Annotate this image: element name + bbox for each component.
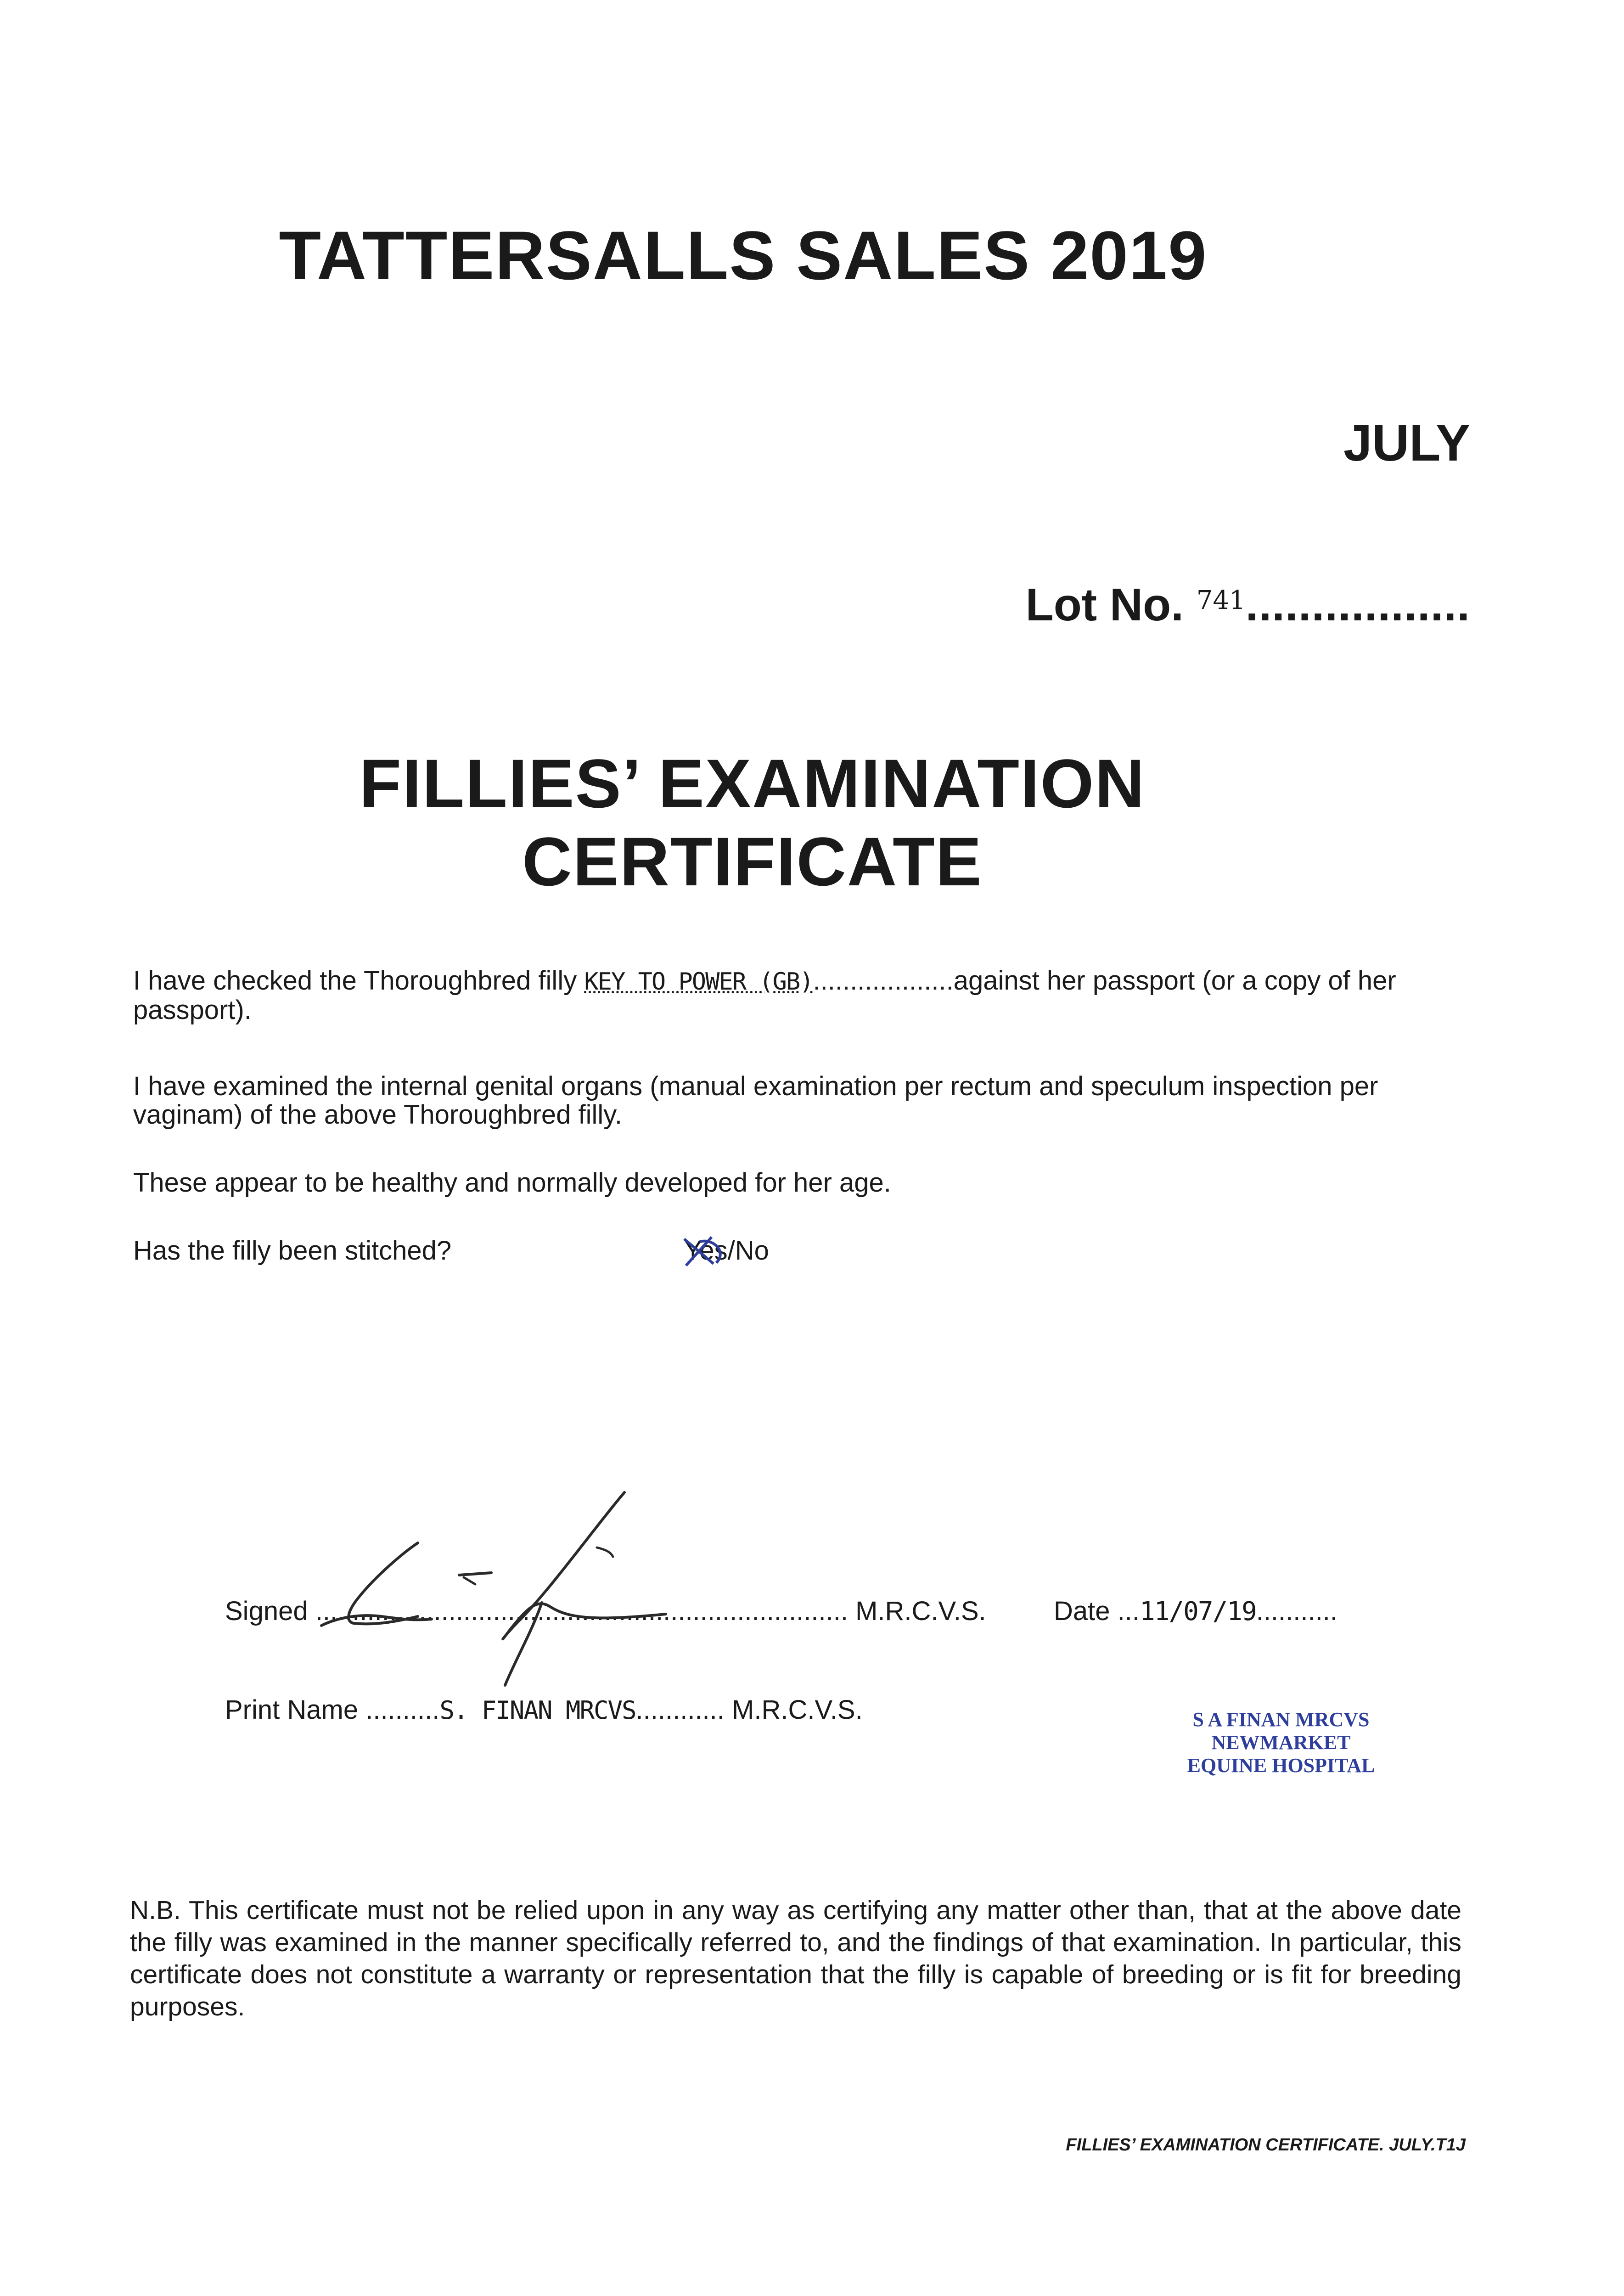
p1-dots: ................... <box>813 966 954 996</box>
p1-prefix: I have checked the Thoroughbred filly <box>133 966 577 996</box>
sale-month: JULY <box>1343 414 1470 472</box>
print-name-value: S. FINAN MRCVS <box>439 1696 636 1725</box>
stamp-line3: EQUINE HOSPITAL <box>1187 1754 1375 1777</box>
certificate-title-line2: CERTIFICATE <box>522 823 983 900</box>
print-suffix: M.R.C.V.S. <box>732 1695 863 1725</box>
signed-dots: ........................................................................ <box>315 1596 848 1626</box>
paragraph-findings: These appear to be healthy and normally developed for her age. <box>133 1168 891 1198</box>
cross-out-mark <box>681 1233 732 1270</box>
signed-label: Signed <box>225 1596 308 1626</box>
certificate-title-line1: FILLIES’ EXAMINATION <box>359 745 1146 822</box>
lot-number-line <box>1026 579 1470 631</box>
stamp-line1: S A FINAN MRCVS <box>1192 1708 1370 1731</box>
lot-label: Lot No. <box>1025 579 1184 630</box>
footer-reference: FILLIES’ EXAMINATION CERTIFICATE. JULY.T1J <box>1066 2135 1466 2155</box>
sales-title: TATTERSALLS SALES 2019 <box>279 217 1208 294</box>
stitched-yes: Yes <box>684 1236 728 1266</box>
signed-suffix: M.R.C.V.S. <box>855 1596 986 1626</box>
p1-suffix: against her passport (or a copy of her passport). <box>133 966 1396 1025</box>
filly-name-value: KEY TO POWER (GB) <box>584 968 813 996</box>
lot-number-value: 741 <box>1196 585 1246 615</box>
date-label: Date <box>1054 1596 1110 1626</box>
paragraph-passport-check <box>133 967 1474 1024</box>
print-lead-dots: .......... <box>365 1695 440 1725</box>
stitched-slash: / <box>727 1236 735 1266</box>
stamp-line2: NEWMARKET <box>1211 1731 1351 1754</box>
lot-dots: ................. <box>1245 579 1470 630</box>
paragraph-examination: I have examined the internal genital organs (manual examination per rectum and speculum inspection per vaginam) of the above Thoroughbred filly. <box>133 1071 1378 1130</box>
date-trail-dots: ........... <box>1256 1596 1337 1626</box>
stitched-question: Has the filly been stitched? <box>133 1236 452 1266</box>
date-value: 11/07/19 <box>1139 1597 1256 1626</box>
stitched-answer <box>684 1235 769 1266</box>
date-line <box>1054 1596 1337 1626</box>
print-trail-dots: ............ <box>635 1695 725 1725</box>
stitched-no: No <box>735 1236 769 1266</box>
disclaimer-note: N.B. This certificate must not be relied upon in any way as certifying any matter other than, that at the above date the filly was examined in the manner specifically referred to, and the findings of that examination. In particular, this certificate does not constitute a warranty or representation that the filly is capable of breeding or is fit for breeding purposes. <box>130 1896 1461 2021</box>
print-name-line <box>225 1694 863 1725</box>
stitched-yes-struck <box>684 1235 728 1266</box>
handwritten-signature <box>312 1483 689 1694</box>
vet-stamp <box>1175 1708 1387 1777</box>
print-label: Print Name <box>225 1695 359 1725</box>
date-lead-dots: ... <box>1117 1596 1140 1626</box>
